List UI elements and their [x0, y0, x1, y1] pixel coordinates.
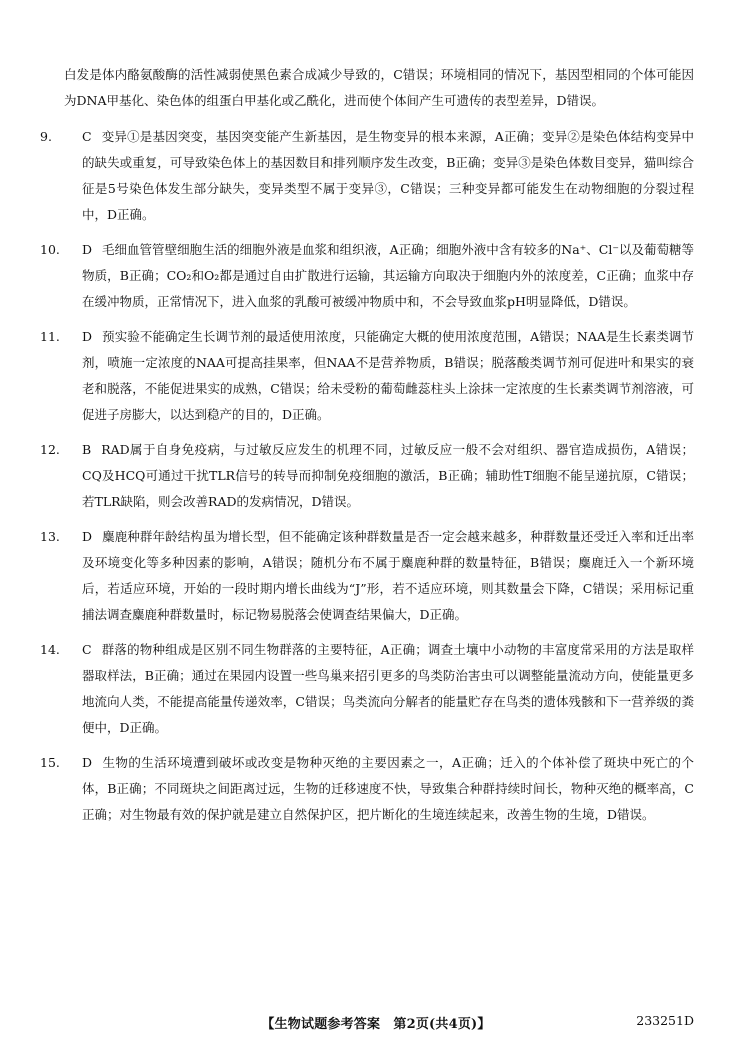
question-number: 9. [40, 129, 52, 144]
answer-item-11 [40, 324, 694, 428]
answer-item-13 [40, 524, 694, 628]
footer-code: 233251D [636, 1013, 694, 1028]
answer-letter: C [82, 642, 92, 657]
answer-body [82, 237, 694, 315]
answer-letter: C [82, 129, 92, 144]
explanation-text: 群落的物种组成是区别不同生物群落的主要特征，A正确；调查土壤中小动物的丰富度常采用的方法是取样器取样法，B正确；通过在果园内设置一些鸟巢来招引更多的鸟类防治害虫可以调整能量流动方向，使能量更多地流向人类，不能提高能量传递效率，C错误；鸟类流向分解者的能量贮存在鸟类的遗体残骸和下一营养级的粪便中，D正确。 [82, 642, 694, 735]
question-number: 11. [40, 329, 60, 344]
answer-item-9 [40, 124, 694, 228]
answer-body [82, 750, 694, 828]
explanation-text: 预实验不能确定生长调节剂的最适使用浓度，只能确定大概的使用浓度范围，A错误；NAA是生长素类调节剂，喷施一定浓度的NAA可提高挂果率，但NAA不是营养物质，B错误；脱落酸类调节剂可促进叶和果实的衰老和脱落，不能促进果实的成熟，C错误；给未受粉的葡萄雌蕊柱头上涂抹一定浓度的生长素类调节剂溶液，可促进子房膨大，以达到稳产的目的，D正确。 [82, 329, 694, 422]
question-number: 10. [40, 242, 60, 257]
answer-body [82, 524, 694, 628]
question-number: 14. [40, 642, 60, 657]
question-number: 13. [40, 529, 60, 544]
answer-item-10 [40, 237, 694, 315]
answer-body [82, 324, 694, 428]
question-number: 12. [40, 442, 60, 457]
answer-content [40, 62, 694, 837]
answer-body [82, 637, 694, 741]
answer-body [82, 437, 694, 515]
answer-letter: D [82, 529, 93, 544]
explanation-text: RAD属于自身免疫病，与过敏反应发生的机理不同，过敏反应一般不会对组织、器官造成损伤，A错误；CQ及HCQ可通过干扰TLR信号的转导而抑制免疫细胞的激活，B正确；辅助性T细胞不能呈递抗原，C错误；若TLR缺陷，则会改善RAD的发病情况，D错误。 [82, 442, 694, 509]
answer-body [82, 124, 694, 228]
question-number: 15. [40, 755, 60, 770]
answer-letter: D [82, 242, 93, 257]
answer-letter: D [82, 329, 93, 344]
intro-paragraph: 白发是体内酪氨酸酶的活性减弱使黑色素合成减少导致的，C错误；环境相同的情况下，基因型相同的个体可能因为DNA甲基化、染色体的组蛋白甲基化或乙酰化，进而使个体间产生可遗传的表型差异，D错误。 [64, 67, 694, 108]
answer-letter: D [82, 755, 93, 770]
explanation-text: 变异①是基因突变，基因突变能产生新基因，是生物变异的根本来源，A正确；变异②是染色体结构变异中的缺失或重复，可导致染色体上的基因数目和排列顺序发生改变，B正确；变异③是染色体数目变异，猫叫综合征是5号染色体发生部分缺失，变异类型不属于变异③，C错误；三种变异都可能发生在动物细胞的分裂过程中，D正确。 [82, 129, 694, 222]
answer-letter: B [82, 442, 92, 457]
answer-item-15 [40, 750, 694, 828]
explanation-text: 生物的生活环境遭到破坏或改变是物种灭绝的主要因素之一，A正确；迁入的个体补偿了斑块中死亡的个体，B正确；不同斑块之间距离过远，生物的迁移速度不快，导致集合种群持续时间长，物种灭绝的概率高，C正确；对生物最有效的保护就是建立自然保护区，把片断化的生境连续起来，改善生物的生境，D错误。 [82, 755, 694, 822]
footer-title: 【生物试题参考答案 第2页(共4页)】 [261, 1017, 491, 1032]
explanation-text: 毛细血管管壁细胞生活的细胞外液是血浆和组织液，A正确；细胞外液中含有较多的Na⁺、Cl⁻以及葡萄糖等物质，B正确；CO₂和O₂都是通过自由扩散进行运输，其运输方向取决于细胞内外的浓度差，C正确；血浆中存在缓冲物质，正常情况下，进入血浆的乳酸可被缓冲物质中和，不会导致血浆pH明显降低，D错误。 [82, 242, 694, 309]
explanation-text: 麋鹿种群年龄结构虽为增长型，但不能确定该种群数量是否一定会越来越多，种群数量还受迁入率和迁出率及环境变化等多种因素的影响，A错误；随机分布不属于麋鹿种群的数量特征，B错误；麋鹿迁入一个新环境后，若适应环境，开始的一段时期内增长曲线为“J”形，若不适应环境，则其数量会下降，C错误；采用标记重捕法调查麋鹿种群数量时，标记物易脱落会使调查结果偏大，D正确。 [82, 529, 694, 622]
page-footer [0, 1013, 752, 1033]
answer-item-14 [40, 637, 694, 741]
answer-item-12 [40, 437, 694, 515]
